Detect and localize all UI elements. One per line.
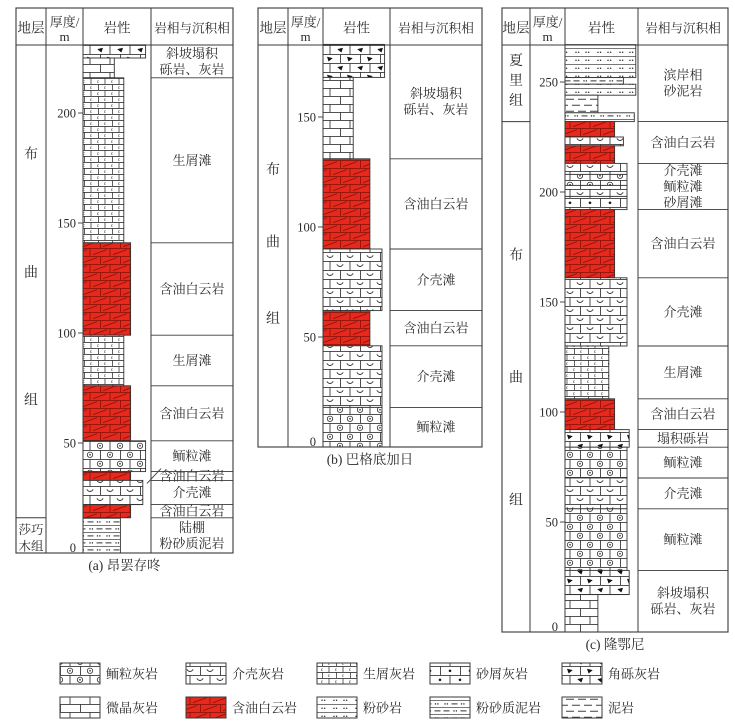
lith-interval-breccia (565, 570, 629, 594)
legend-swatch-ooid (60, 663, 100, 684)
header-stratum: 地层 (17, 20, 45, 36)
header-thickness-unit: m (542, 29, 553, 44)
header-thickness: 厚度/ (49, 14, 80, 30)
tick-label: 200 (539, 185, 558, 200)
lith-interval-shell (565, 185, 627, 196)
legend-swatch-shell (186, 663, 226, 684)
column-caption: (c) 隆鄂尼 (585, 637, 645, 652)
legend-swatch-siltymud (430, 697, 470, 718)
lith-interval-reddol (565, 122, 615, 137)
facies-label: 含油白云岩 (403, 320, 469, 336)
tick-label: 100 (539, 405, 558, 420)
legend-label: 粉砂岩 (363, 700, 403, 716)
lith-interval-sanddebris (565, 196, 627, 209)
header-stratum: 地层 (502, 20, 530, 36)
facies-label: 含油白云岩 (159, 281, 225, 297)
lith-interval-reddol (83, 472, 131, 481)
header-thickness: 厚度/ (532, 14, 563, 30)
facies-label: 介壳滩 (416, 272, 456, 288)
facies-label: 斜坡塌积 (409, 86, 463, 102)
header-facies: 岩相与沉积相 (398, 21, 474, 36)
facies-label: 生屑滩 (172, 152, 212, 168)
lith-interval-silt (565, 45, 636, 78)
facies-label: 砂屑滩 (663, 195, 703, 210)
legend-swatch-mud (562, 697, 602, 718)
tick-label: 0 (69, 541, 76, 555)
facies-label: 含油白云岩 (403, 196, 469, 212)
lith-interval-shell (83, 480, 143, 504)
header-lithology: 岩性 (588, 20, 615, 36)
lith-interval-mud (565, 95, 598, 113)
lith-interval-reddol (565, 399, 615, 430)
stratum-label: 组 (266, 312, 280, 328)
lith-interval-shell (565, 478, 627, 509)
facies-label: 含油白云岩 (650, 406, 716, 422)
lith-interval-shell (565, 278, 627, 346)
facies-label: 含油白云岩 (159, 468, 225, 484)
lith-interval-ooid (565, 174, 627, 185)
lith-interval-bioclast (83, 78, 124, 243)
legend-label: 微晶灰岩 (106, 700, 159, 716)
tick-label: 100 (297, 220, 316, 235)
lith-interval-ooid (323, 407, 382, 447)
legend-label: 砂屑灰岩 (476, 666, 529, 682)
facies-label: 砾岩、灰岩 (159, 61, 225, 77)
stratum-label: 布 (266, 163, 280, 179)
legend-swatch-brick (60, 697, 100, 718)
lith-interval-shell (565, 137, 623, 146)
stratum-label: 夏 (509, 54, 523, 69)
legend-label: 粉砂质泥岩 (476, 700, 542, 716)
header-thickness-unit: m (59, 29, 70, 44)
facies-label: 含油白云岩 (650, 135, 716, 150)
tick-label: 50 (63, 436, 76, 451)
stratum-label: 布 (24, 147, 38, 163)
lith-interval-shell (565, 163, 627, 174)
facies-label: 鲕粒滩 (172, 448, 212, 464)
facies-label: 鲕粒滩 (416, 419, 456, 435)
legend-label: 鲕粒灰岩 (106, 666, 159, 682)
lith-interval-breccia (323, 44, 385, 77)
header-facies: 岩相与沉积相 (645, 21, 721, 36)
lith-interval-breccia (565, 430, 629, 448)
header-thickness: 厚度/ (290, 14, 321, 30)
facies-label: 鲕粒滩 (663, 455, 703, 471)
stratum-label: 布 (509, 248, 523, 264)
lith-interval-shell (323, 346, 382, 408)
lith-interval-reddol (323, 159, 370, 249)
header-facies: 岩相与沉积相 (154, 21, 230, 36)
facies-label: 陆棚 (178, 519, 206, 535)
lith-interval-reddol (565, 146, 615, 164)
facies-label: 滨岸相 (663, 67, 703, 83)
lith-interval-ooid (565, 447, 627, 478)
lith-interval-bioclast (565, 346, 609, 399)
stratum-label: 组 (509, 493, 523, 509)
facies-label: 斜坡塌积 (656, 585, 710, 601)
facies-label: 鲕粒滩 (663, 179, 703, 194)
lith-interval-reddol (83, 386, 131, 441)
column-caption: (b) 巴格底加日 (326, 452, 414, 467)
lith-interval-brick (323, 77, 353, 158)
facies-label: 砾岩、灰岩 (650, 601, 716, 617)
legend-swatch-reddol (186, 697, 226, 718)
facies-label: 斜坡塌积 (165, 45, 219, 61)
tick-label: 100 (57, 326, 76, 341)
stratum-label: 曲 (509, 370, 523, 386)
stratum-label: 木组 (18, 539, 44, 554)
facies-label: 粉砂质泥岩 (159, 535, 225, 551)
lith-interval-brick (565, 595, 598, 632)
stratum-label: 莎巧 (18, 523, 44, 538)
facies-label: 介壳滩 (416, 369, 456, 385)
legend-swatch-breccia (562, 663, 602, 684)
stratum-label: 组 (24, 393, 38, 409)
facies-label: 介壳滩 (172, 485, 212, 500)
lith-interval-silt (565, 84, 636, 95)
tick-label: 0 (551, 620, 558, 634)
facies-label: 含油白云岩 (650, 236, 716, 252)
facies-label: 砂泥岩 (663, 83, 703, 99)
legend-label: 生屑灰岩 (363, 666, 416, 682)
facies-label: 塌积砾岩 (656, 430, 710, 446)
stratum-label: 里 (509, 74, 523, 90)
lith-interval-reddol (83, 505, 131, 518)
tick-label: 150 (297, 110, 316, 125)
tick-label: 250 (539, 75, 558, 90)
facies-label: 含油白云岩 (159, 405, 225, 421)
tick-label: 50 (303, 330, 316, 345)
legend-label: 角砾灰岩 (608, 666, 661, 682)
lith-interval-reddol (323, 311, 370, 346)
lith-interval-siltymud (83, 518, 120, 553)
lith-interval-siltymud (565, 78, 623, 85)
facies-label: 含油白云岩 (159, 503, 225, 519)
header-stratum: 地层 (259, 20, 287, 36)
lith-interval-shell (323, 249, 382, 311)
legend-label: 含油白云岩 (232, 700, 298, 716)
facies-label: 生屑滩 (663, 364, 703, 380)
lith-interval-siltymud (565, 113, 634, 122)
lith-interval-reddol (565, 210, 615, 278)
lith-interval-breccia (83, 45, 146, 58)
lith-interval-ooid (565, 509, 627, 571)
facies-label: 介壳滩 (663, 485, 703, 501)
legend-label: 介壳灰岩 (232, 666, 285, 682)
legend-swatch-bioclast (317, 663, 357, 684)
legend-swatch-sanddebris (430, 663, 470, 684)
lith-interval-bioclast (83, 335, 124, 386)
legend-label: 泥岩 (608, 700, 635, 716)
lith-interval-reddol (83, 243, 131, 335)
facies-label: 生屑滩 (172, 353, 212, 368)
lith-interval-brick (83, 58, 114, 78)
legend-swatch-silt (317, 697, 357, 718)
tick-label: 150 (57, 216, 76, 231)
tick-label: 200 (57, 106, 76, 121)
tick-label: 150 (539, 295, 558, 310)
header-thickness-unit: m (300, 29, 311, 44)
header-lithology: 岩性 (343, 20, 370, 36)
facies-label: 介壳滩 (663, 163, 703, 178)
tick-label: 0 (309, 435, 316, 449)
facies-label: 鲕粒滩 (663, 532, 703, 548)
lith-interval-ooid (83, 441, 146, 472)
header-lithology: 岩性 (103, 20, 131, 36)
facies-label: 砾岩、灰岩 (403, 102, 469, 118)
column-caption: (a) 昂罢存咚 (88, 558, 161, 573)
stratum-label: 组 (509, 94, 523, 110)
stratum-label: 曲 (24, 265, 38, 281)
stratum-label: 曲 (266, 235, 280, 251)
facies-label: 介壳滩 (663, 304, 703, 320)
tick-label: 50 (545, 515, 558, 530)
